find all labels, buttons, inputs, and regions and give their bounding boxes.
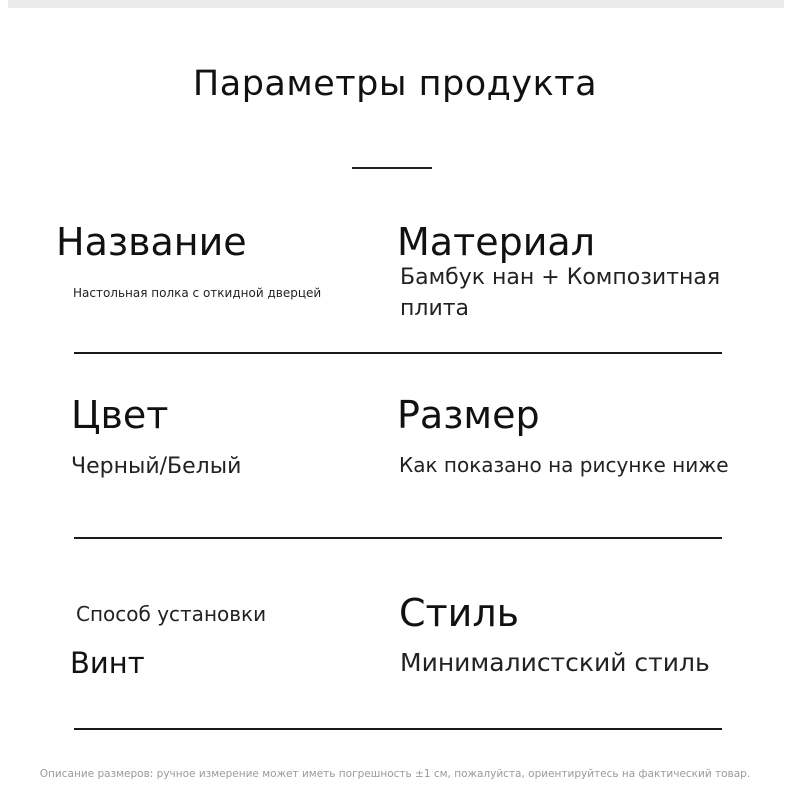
- name-value: Настольная полка с откидной дверцей: [73, 286, 322, 300]
- material-value-line1: Бамбук нан + Композитная: [400, 265, 721, 290]
- material-value-line2: плита: [400, 296, 470, 321]
- page-title: Параметры продукта: [192, 64, 598, 104]
- color-label: Цвет: [71, 393, 169, 437]
- title-underline: [352, 167, 432, 169]
- style-value: Минималистский стиль: [400, 648, 710, 677]
- divider-2: [74, 537, 722, 539]
- install-value: Винт: [70, 646, 145, 680]
- divider-1: [74, 352, 722, 354]
- name-label: Название: [56, 220, 247, 264]
- style-label: Стиль: [399, 591, 520, 635]
- color-value: Черный/Белый: [71, 454, 242, 479]
- size-value: Как показано на рисунке ниже: [399, 453, 729, 477]
- size-label: Размер: [397, 393, 540, 437]
- install-label: Способ установки: [76, 602, 267, 626]
- top-strip: [8, 0, 784, 8]
- divider-3: [74, 728, 722, 730]
- size-disclaimer: Описание размеров: ручное измерение может иметь погрешность ±1 см, пожалуйста, ориентируйтесь на фактический товар.: [39, 768, 751, 780]
- material-label: Материал: [397, 220, 595, 264]
